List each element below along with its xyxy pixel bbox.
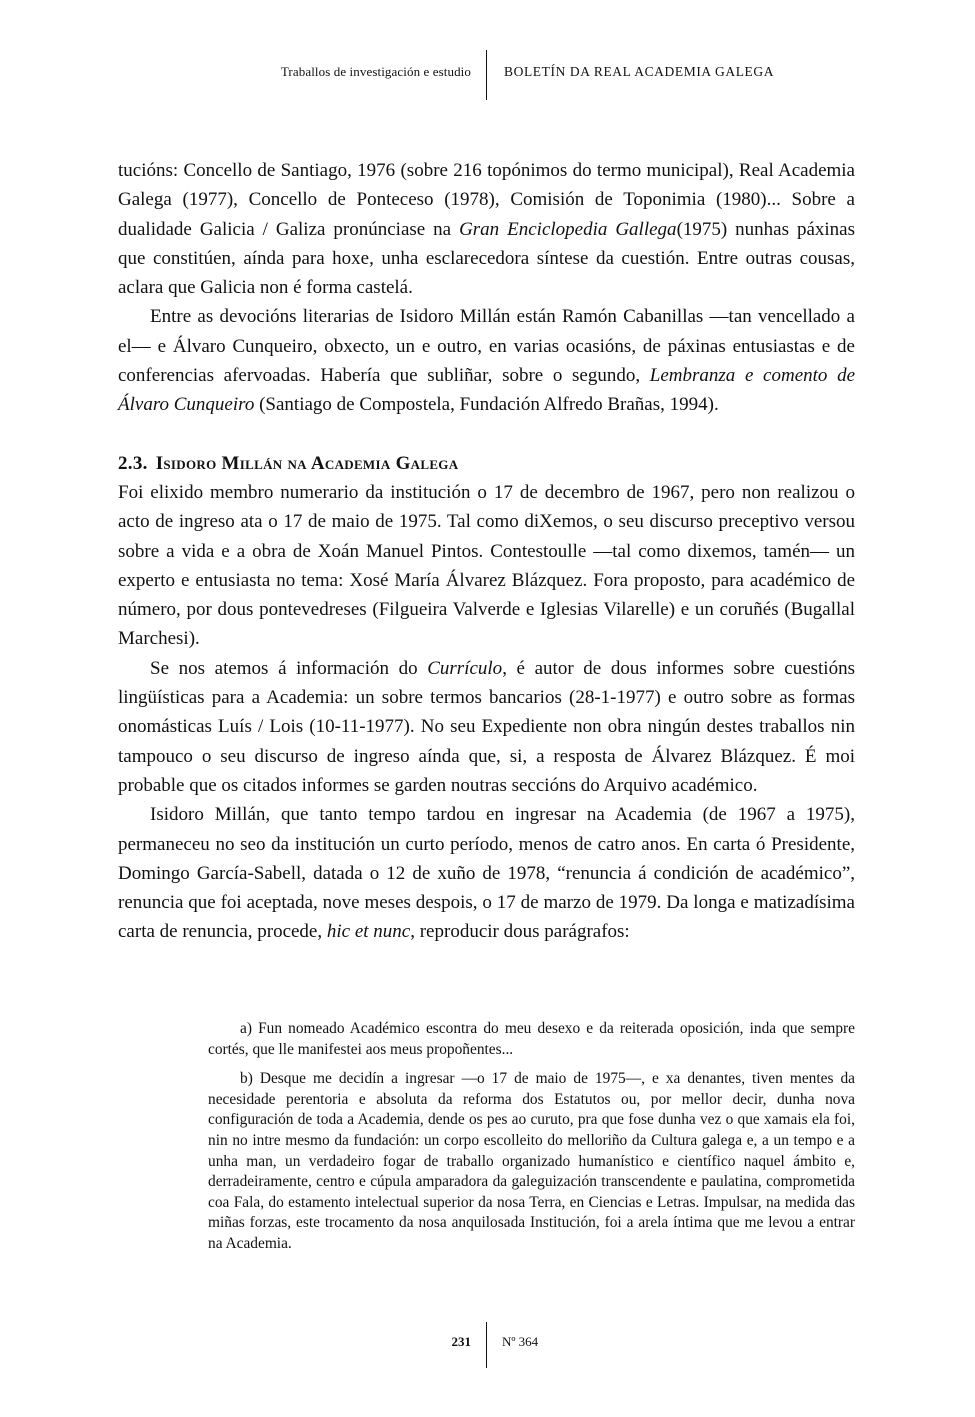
paragraph-resignation bbox=[118, 800, 855, 946]
italic-title-lembranza: Lembranza e comento de Álvaro Cunqueiro bbox=[118, 365, 855, 416]
paragraph-text: Se nos atemos á información do bbox=[150, 657, 428, 679]
paragraph-text: tucións: Concello de Santiago, 1976 (sobre 216 topónimos do termo municipal), Real Academia Galega (1977), Concello de Ponteceso (1978), Comisión de Toponimia (1980)... Sobre a dualidade Galicia / Galiza pronúnciase na bbox=[118, 160, 855, 240]
page-footer bbox=[0, 1322, 975, 1368]
body-text bbox=[118, 156, 855, 947]
running-header bbox=[0, 50, 975, 100]
paragraph-curriculum bbox=[118, 654, 855, 800]
header-divider bbox=[486, 50, 487, 100]
block-quote-resignation-letter bbox=[208, 1019, 855, 1264]
paragraph-text: , é autor de dous informes sobre cuestións lingüísticas para a Academia: un sobre termos bancarios (28-1-1977) e outro sobre as formas onomásticas Luís / Lois (10-11-1977). No seu Expediente non obra ningún destes traballos nin tampouco o seu discurso de ingreso aínda que, si, a resposta de Álvarez Blázquez. É moi probable que os citados informes se garden noutras seccións do Arquivo académico. bbox=[118, 657, 855, 796]
paragraph-text: Entre as devocións literarias de Isidoro Millán están Ramón Cabanillas —tan vencellado a el— e Álvaro Cunqueiro, obxecto, un e outro, en varias ocasións, de páxinas entusiastas e de conferencias afervoadas. Habería que subliñar, sobre o segundo, bbox=[118, 306, 855, 387]
issue-number: Nº 364 bbox=[502, 1334, 539, 1349]
page-number: 231 bbox=[451, 1334, 471, 1349]
paragraph-text: , reproducir dous parágrafos: bbox=[410, 921, 630, 943]
section-heading bbox=[118, 449, 855, 478]
italic-term-curriculo: Currículo bbox=[427, 657, 503, 679]
running-header-journal-title: BOLETÍN DA REAL ACADEMIA GALEGA bbox=[504, 64, 775, 79]
section-number: 2.3. bbox=[118, 452, 148, 474]
italic-phrase-hic-et-nunc: hic et nunc bbox=[326, 921, 411, 943]
paragraph-text: Isidoro Millán, que tanto tempo tardou en ingresar na Academia (de 1967 a 1975), permaneceu no seo da institución un curto período, menos de catro anos. En carta ó Presidente, Domingo García-Sabell, datada o 12 de xuño de 1978, “renuncia á condición de académico”, renuncia que foi aceptada, nove meses despois, o 17 de marzo de 1979. Da longa e matizadísima carta de renuncia, procede, bbox=[118, 804, 855, 943]
paragraph-text: (1975) nunhas páxinas que constitúen, aínda para hoxe, unha esclarecedora síntese da cuestión. Entre outras cousas, aclara que Galicia non é forma castelá. bbox=[118, 218, 855, 299]
italic-title-gran-enciclopedia: Gran Enciclopedia Gallega bbox=[459, 218, 677, 240]
paragraph-election: Foi elixido membro numerario da institución o 17 de decembro de 1967, pero non realizou o acto de ingreso ata o 17 de maio de 1975. Tal como diXemos, o seu discurso preceptivo versou sobre a vida e a obra de Xoán Manuel Pintos. Contestoulle —tal como dixemos, tamén— un experto e entusiasta no tema: Xosé María Álvarez Blázquez. Fora proposto, para académico de número, por dous pontevedreses (Filgueira Valverde e Iglesias Vilarelle) e un coruñés (Bugallal Marchesi). bbox=[118, 481, 855, 650]
running-header-section: Traballos de investigación e estudio bbox=[280, 64, 471, 79]
footer-divider bbox=[486, 1322, 487, 1368]
paragraph-literary-devotions bbox=[118, 302, 855, 419]
paragraph-continuation bbox=[118, 156, 855, 302]
section-title: Isidoro Millán na Academia Galega bbox=[155, 452, 459, 474]
quote-item-b: b) Desque me decidín a ingresar —o 17 de maio de 1975—, e xa denantes, tiven mentes da necesidade perentoria e absoluta da reforma dos Estatutos ou, por mellor decir, dunha nova configuración de toda a Academia, dende os pes ao curuto, pra que fose dunha vez o que xamais ela foi, nin no intre mesmo da fundación: un corpo escolleito do melloriño da Cultura galega e, a un tempo e a unha man, un verdadeiro fogar de traballo organizado humanístico e científico naquel ámbito e, derradeiramente, centro e cúpula amparadora da galeguización transcendente e paulatina, comprometida coa Fala, do estamento intelectual superior da nosa Terra, en Ciencias e Letras. Impulsar, na medida das miñas forzas, este trocamento da nosa anquilosada Institución, foi a arela íntima que me levou a entrar na Academia. bbox=[208, 1070, 855, 1252]
paragraph-text: (Santiago de Compostela, Fundación Alfredo Brañas, 1994). bbox=[254, 394, 719, 416]
quote-item-a: a) Fun nomeado Académico escontra do meu desexo e da reiterada oposición, inda que sempre cortés, que lle manifestei aos meus propoñentes... bbox=[208, 1020, 855, 1058]
